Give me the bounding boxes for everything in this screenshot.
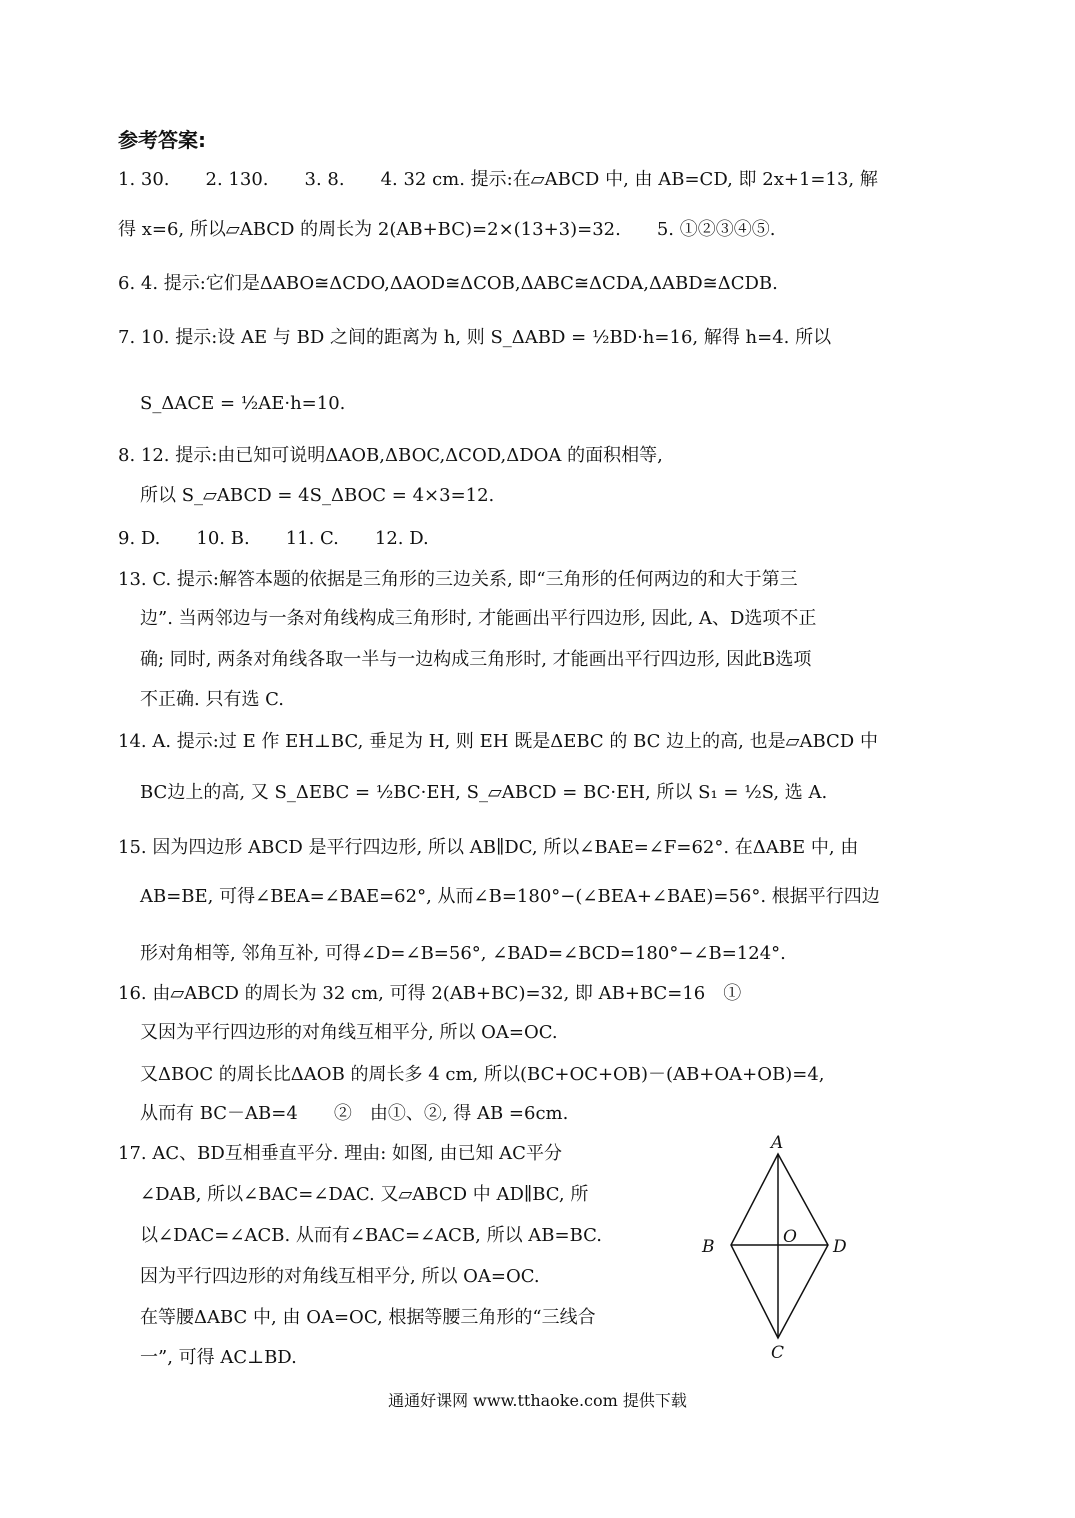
page-title: 参考答案:	[118, 128, 206, 152]
answer-line: 一”, 可得 AC⊥BD.	[140, 1347, 297, 1368]
answer-line: 在等腰ΔABC 中, 由 OA=OC, 根据等腰三角形的“三线合	[140, 1307, 596, 1328]
answer-line: 所以 S_▱ABCD = 4S_ΔBOC = 4×3=12.	[140, 485, 495, 506]
answer-line: 形对角相等, 邻角互补, 可得∠D=∠B=56°, ∠BAD=∠BCD=180°−∠B=124°.	[140, 943, 786, 964]
answer-line: 边”. 当两邻边与一条对角线构成三角形时, 才能画出平行四边形, 因此, A、D选项不正	[140, 608, 817, 629]
answer-line: ∠DAB, 所以∠BAC=∠DAC. 又▱ABCD 中 AD∥BC, 所	[140, 1184, 589, 1205]
answer-line: 8. 12. 提示:由已知可说明ΔAOB,ΔBOC,ΔCOD,ΔDOA 的面积相等,	[118, 445, 663, 466]
answer-line: 以∠DAC=∠ACB. 从而有∠BAC=∠ACB, 所以 AB=BC.	[140, 1225, 603, 1246]
answer-line: 因为平行四边形的对角线互相平分, 所以 OA=OC.	[140, 1266, 540, 1287]
answer-line: 1. 30. 2. 130. 3. 8. 4. 32 cm. 提示:在▱ABCD 中, 由 AB=CD, 即 2x+1=13, 解	[118, 169, 878, 190]
answer-line: 15. 因为四边形 ABCD 是平行四边形, 所以 AB∥DC, 所以∠BAE=∠F=62°. 在ΔABE 中, 由	[118, 837, 859, 858]
vertex-label-a: A	[771, 1133, 784, 1153]
answer-line: 7. 10. 提示:设 AE 与 BD 之间的距离为 h, 则 S_ΔABD = ½BD·h=16, 解得 h=4. 所以	[118, 327, 832, 348]
page-footer: 通通好课网 www.tthaoke.com 提供下载	[388, 1391, 687, 1410]
answer-line: S_ΔACE = ½AE·h=10.	[140, 393, 346, 414]
answer-line: 9. D. 10. B. 11. C. 12. D.	[118, 528, 429, 549]
answer-line: BC边上的高, 又 S_ΔEBC = ½BC·EH, S_▱ABCD = BC·EH, 所以 S₁ = ½S, 选 A.	[140, 782, 828, 803]
answer-line: 6. 4. 提示:它们是ΔABO≅ΔCDO,ΔAOD≅ΔCOB,ΔABC≅ΔCDA,ΔABD≅ΔCDB.	[118, 273, 778, 294]
answer-line: 从而有 BC－AB=4 ② 由①、②, 得 AB =6cm.	[140, 1103, 569, 1124]
answer-line: AB=BE, 可得∠BEA=∠BAE=62°, 从而∠B=180°−(∠BEA+∠BAE)=56°. 根据平行四边	[140, 886, 880, 907]
answer-line: 16. 由▱ABCD 的周长为 32 cm, 可得 2(AB+BC)=32, 即 AB+BC=16 ①	[118, 983, 742, 1004]
answer-line: 又ΔBOC 的周长比ΔAOB 的周长多 4 cm, 所以(BC+OC+OB)－(AB+OA+OB)=4,	[140, 1064, 825, 1085]
rhombus-figure	[690, 1128, 870, 1368]
answer-line: 得 x=6, 所以▱ABCD 的周长为 2(AB+BC)=2×(13+3)=32. 5. ①②③④⑤.	[118, 219, 776, 240]
answer-line: 17. AC、BD互相垂直平分. 理由: 如图, 由已知 AC平分	[118, 1143, 562, 1164]
center-label-o: O	[783, 1227, 797, 1247]
answer-line: 又因为平行四边形的对角线互相平分, 所以 OA=OC.	[140, 1022, 558, 1043]
answer-line: 13. C. 提示:解答本题的依据是三角形的三边关系, 即“三角形的任何两边的和大于第三	[118, 569, 798, 590]
vertex-label-d: D	[833, 1237, 847, 1257]
vertex-label-c: C	[771, 1343, 785, 1363]
answer-line: 14. A. 提示:过 E 作 EH⊥BC, 垂足为 H, 则 EH 既是ΔEBC 的 BC 边上的高, 也是▱ABCD 中	[118, 731, 878, 752]
vertex-label-b: B	[702, 1237, 715, 1257]
answer-line: 不正确. 只有选 C.	[140, 689, 285, 710]
answer-line: 确; 同时, 两条对角线各取一半与一边构成三角形时, 才能画出平行四边形, 因此B选项	[140, 649, 812, 670]
rhombus-diagram	[690, 1128, 870, 1368]
rhombus-outline	[731, 1154, 828, 1338]
